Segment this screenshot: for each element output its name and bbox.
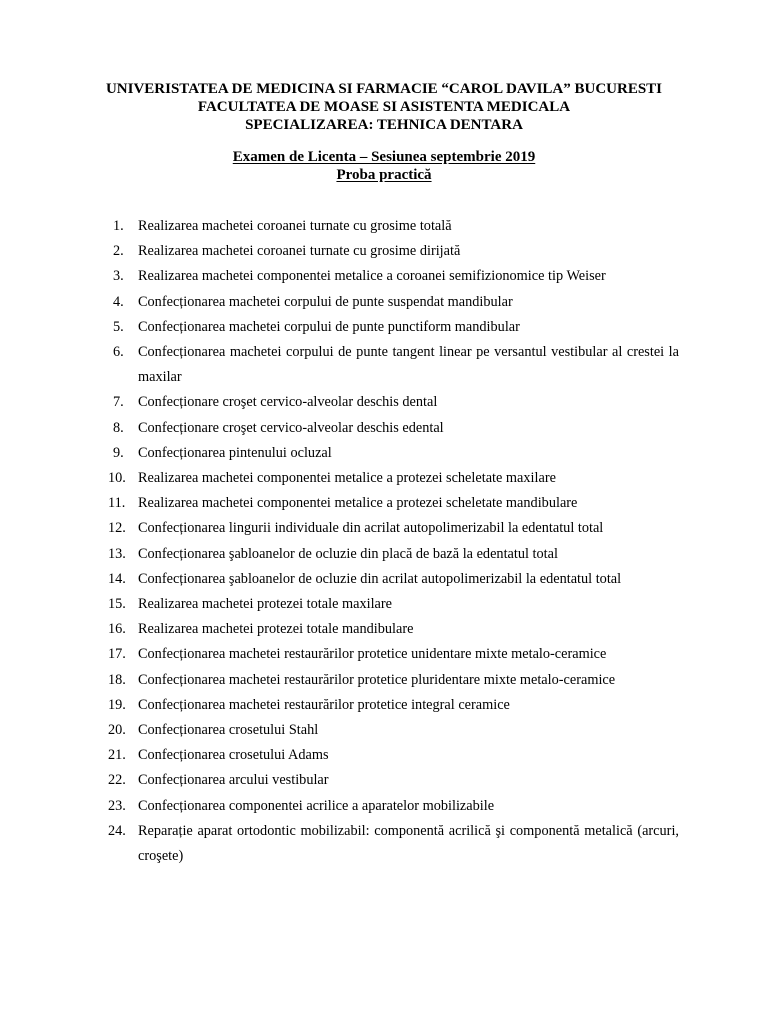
item-number: 10. [108, 470, 126, 487]
list-item [0, 516, 768, 541]
institution-header [0, 80, 768, 134]
item-number: 18. [108, 671, 126, 688]
item-number: 9. [113, 444, 124, 461]
list-item [0, 416, 768, 441]
item-number: 7. [113, 394, 124, 411]
list-item [0, 794, 768, 819]
list-item [0, 315, 768, 340]
item-number: 14. [108, 570, 126, 587]
item-text: Confecționarea crosetului Adams [138, 747, 329, 764]
item-text: Confecționare croşet cervico-alveolar deschis dental [138, 394, 438, 411]
list-item [0, 693, 768, 718]
item-number: 5. [113, 318, 124, 335]
item-text: Confecționarea machetei corpului de punte tangent linear pe versantul vestibular al crestei la maxilar [138, 344, 679, 386]
exam-subtitle: Proba practică [336, 167, 432, 183]
list-item [0, 441, 768, 466]
item-number: 21. [108, 747, 126, 764]
item-number: 22. [108, 772, 126, 789]
list-item [0, 290, 768, 315]
item-text: Confecționarea machetei corpului de punte suspendat mandibular [138, 293, 513, 310]
item-number: 24. [108, 822, 126, 839]
item-number: 6. [113, 344, 124, 361]
university-name: UNIVERISTATEA DE MEDICINA SI FARMACIE “CAROL DAVILA” BUCURESTI [105, 81, 663, 97]
item-text: Reparație aparat ortodontic mobilizabil: componentă acrilică şi componentă metalică (arcuri, croşete) [138, 822, 679, 865]
item-text: Confecționarea şabloanelor de ocluzie din acrilat autopolimerizabil la edentatul total [138, 570, 622, 587]
item-text: Realizarea machetei componentei metalice a protezei scheletate mandibulare [138, 495, 578, 512]
list-item [0, 743, 768, 768]
item-text: Confecționarea lingurii individuale din acrilat autopolimerizabil la edentatul total [138, 520, 604, 537]
item-number: 16. [108, 621, 126, 638]
list-item [0, 642, 768, 667]
list-item [0, 390, 768, 415]
list-item [0, 718, 768, 743]
item-text: Confecționarea machetei restaurărilor protetice pluridentare mixte metalo-ceramice [138, 671, 616, 688]
item-number: 1. [113, 218, 124, 234]
list-item [0, 768, 768, 793]
exam-heading [0, 148, 768, 184]
item-number: 15. [108, 596, 126, 613]
list-item [0, 668, 768, 693]
item-text: Confecționarea machetei corpului de punte punctiform mandibular [138, 318, 520, 335]
item-text: Realizarea machetei protezei totale mandibulare [138, 621, 414, 638]
item-number: 17. [108, 646, 126, 663]
item-number: 2. [113, 243, 124, 260]
item-number: 13. [108, 545, 126, 562]
item-text: Confecționarea şabloanelor de ocluzie din placă de bază la edentatul total [138, 545, 558, 562]
item-text: Confecționarea crosetului Stahl [138, 722, 319, 739]
exam-title: Examen de Licenta – Sesiunea septembrie 2019 [232, 149, 536, 165]
list-item [0, 340, 768, 390]
item-number: 4. [113, 293, 124, 310]
item-text: Confecționare croşet cervico-alveolar deschis edental [138, 419, 444, 436]
list-item [0, 567, 768, 592]
item-number: 11. [108, 495, 126, 512]
specialization: SPECIALIZAREA: TEHNICA DENTARA [245, 117, 523, 133]
list-item [0, 214, 768, 239]
item-number: 12. [108, 520, 126, 537]
item-number: 8. [113, 419, 124, 436]
item-text: Confecționarea arcului vestibular [138, 772, 329, 789]
list-item [0, 617, 768, 642]
item-text: Realizarea machetei coroanei turnate cu grosime totală [138, 218, 452, 234]
item-number: 20. [108, 722, 126, 739]
list-item [0, 491, 768, 516]
item-text: Realizarea machetei componentei metalice a protezei scheletate maxilare [138, 470, 556, 487]
item-text: Confecționarea machetei restaurărilor protetice unidentare mixte metalo-ceramice [138, 646, 607, 663]
list-item [0, 466, 768, 491]
list-item [0, 264, 768, 289]
list-item [0, 239, 768, 264]
item-text: Confecționarea machetei restaurărilor protetice integral ceramice [138, 696, 510, 713]
list-item [0, 542, 768, 567]
item-text: Realizarea machetei protezei totale maxilare [138, 596, 393, 613]
item-number: 23. [108, 797, 126, 814]
practical-tasks-list [0, 214, 768, 869]
item-text: Realizarea machetei componentei metalice a coroanei semifizionomice tip Weiser [138, 268, 606, 285]
item-text: Confecționarea componentei acrilice a aparatelor mobilizabile [138, 797, 495, 814]
item-text: Confecționarea pintenului ocluzal [138, 444, 332, 461]
list-item [0, 819, 768, 869]
item-number: 19. [108, 696, 126, 713]
item-text: Realizarea machetei coroanei turnate cu grosime dirijată [138, 243, 461, 260]
item-number: 3. [113, 268, 124, 285]
list-item [0, 592, 768, 617]
faculty-name: FACULTATEA DE MOASE SI ASISTENTA MEDICALA [197, 99, 571, 115]
